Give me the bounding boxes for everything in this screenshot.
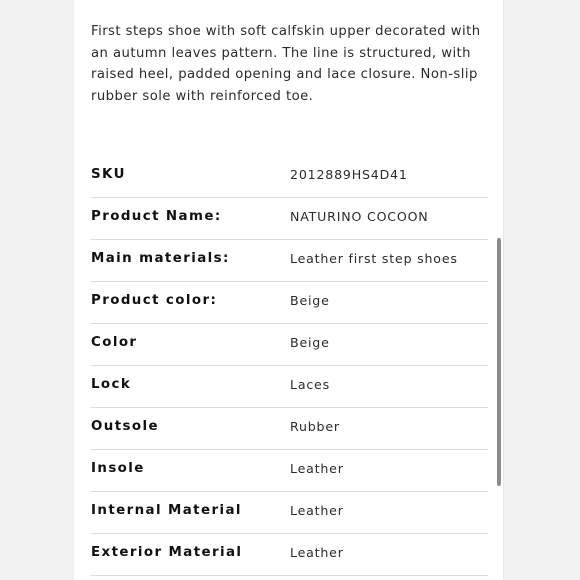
spec-label: Product color: bbox=[91, 293, 218, 308]
spec-table bbox=[91, 156, 488, 576]
product-details-panel bbox=[74, 0, 504, 580]
spec-row-outsole bbox=[91, 408, 488, 450]
spec-label: Lock bbox=[91, 377, 132, 392]
spec-value: Rubber bbox=[290, 419, 340, 434]
spec-value: 2012889HS4D41 bbox=[290, 167, 408, 182]
spec-value: Leather bbox=[290, 545, 344, 560]
spec-label: Insole bbox=[91, 461, 145, 476]
spec-row-insole bbox=[91, 450, 488, 492]
spec-value: NATURINO COCOON bbox=[290, 209, 429, 224]
spec-value: Beige bbox=[290, 293, 330, 308]
spec-label: Internal Material bbox=[91, 503, 242, 518]
spec-row-sku bbox=[91, 156, 488, 198]
panel-edge-divider bbox=[503, 0, 504, 580]
spec-label: Main materials: bbox=[91, 251, 230, 266]
spec-row-product-name bbox=[91, 198, 488, 240]
spec-label: Exterior Material bbox=[91, 545, 243, 560]
spec-value: Beige bbox=[290, 335, 330, 350]
spec-value: Leather first step shoes bbox=[290, 251, 458, 266]
scrollbar-thumb[interactable] bbox=[497, 238, 501, 486]
spec-value: Leather bbox=[290, 503, 344, 518]
product-description: First steps shoe with soft calfskin upper decorated with an autumn leaves pattern. The line is structured, with raised heel, padded opening and lace closure. Non-slip rubber sole with reinforced toe. bbox=[91, 24, 481, 104]
spec-row-internal-material bbox=[91, 492, 488, 534]
spec-value: Laces bbox=[290, 377, 330, 392]
spec-label: Outsole bbox=[91, 419, 159, 434]
spec-row-product-color bbox=[91, 282, 488, 324]
spec-label: Color bbox=[91, 335, 138, 350]
spec-value: Leather bbox=[290, 461, 344, 476]
spec-row-exterior-material bbox=[91, 534, 488, 576]
spec-row-lock bbox=[91, 366, 488, 408]
spec-row-main-materials bbox=[91, 240, 488, 282]
spec-label: Product Name: bbox=[91, 209, 222, 224]
spec-row-color bbox=[91, 324, 488, 366]
spec-label: SKU bbox=[91, 167, 126, 182]
